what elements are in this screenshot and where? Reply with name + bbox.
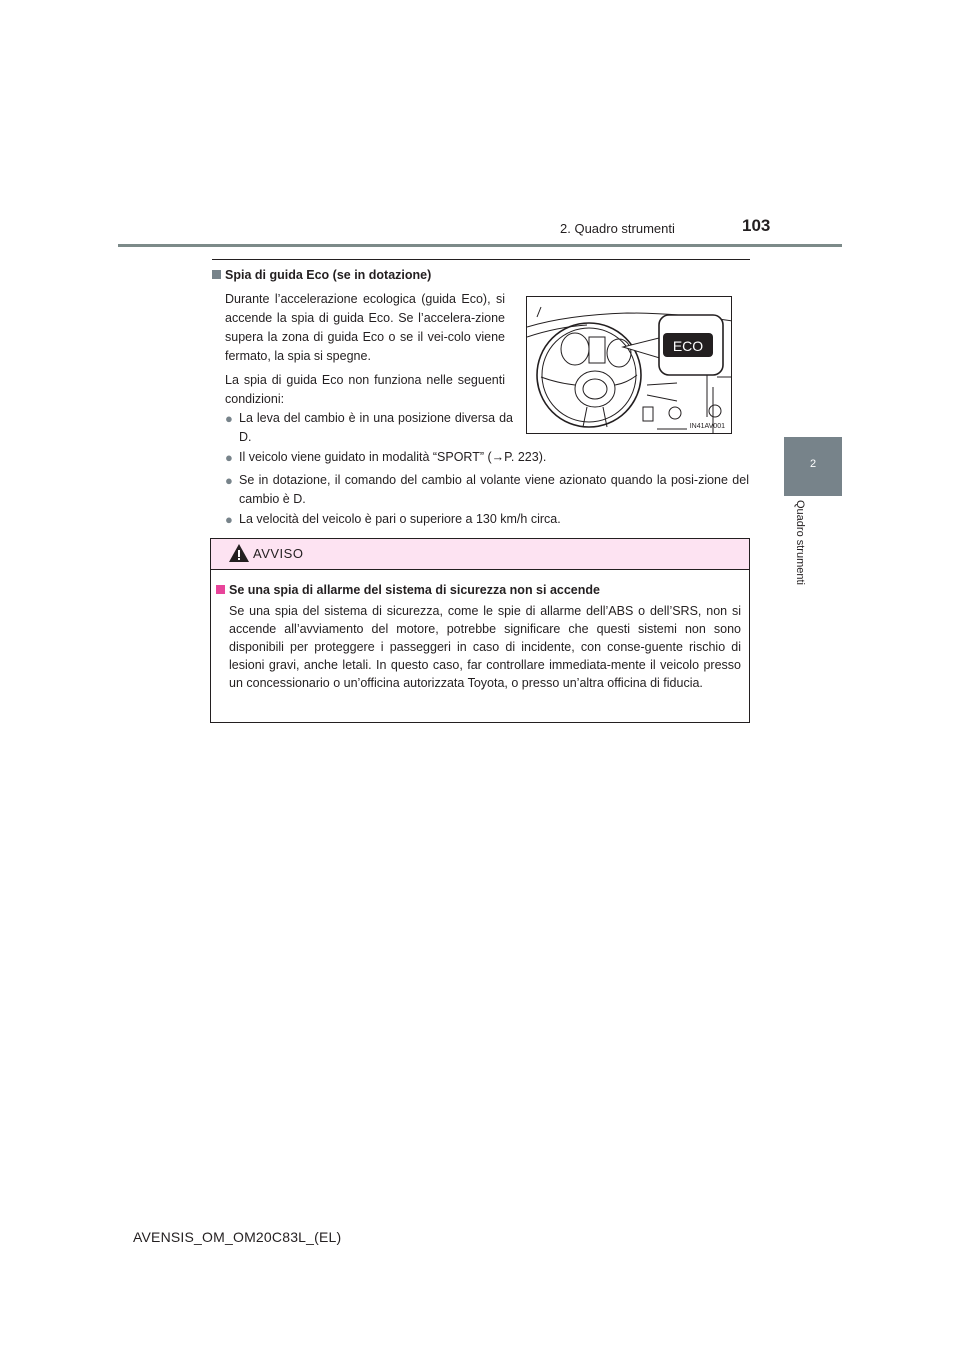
section-heading-text: Spia di guida Eco (se in dotazione) — [225, 268, 432, 282]
section-heading — [212, 268, 431, 282]
conditions-paragraph: La spia di guida Eco non funziona nelle seguenti condizioni: — [225, 373, 505, 406]
page-number: 103 — [742, 216, 771, 235]
list-item — [225, 448, 749, 467]
warning-header — [211, 539, 749, 570]
chapter-tab-number: 2 — [809, 458, 817, 470]
chapter-tab-label: Quadro strumenti — [794, 500, 806, 585]
content-top-rule — [212, 259, 750, 260]
warning-box — [210, 538, 750, 723]
bullet-dot-icon: ● — [225, 411, 233, 426]
warning-heading-text: Se una spia di allarme del sistema di sicurezza non si accende — [229, 583, 600, 597]
warning-square-icon — [216, 585, 225, 594]
warning-body: Se una spia del sistema di sicurezza, come le spie di allarme dell’ABS o dell’SRS, non si accende all’avviamento del motore, potrebbe significare che questi sistemi non sono disponibili per proteggere i passeggeri in caso di incidente, con conse-guente rischio di lesioni gravi, anche letali. In questo caso, far controllare immediata-mente il veicolo presso un concessionario o un’officina autorizzata Toyota, o presso un’altra officina di fiducia. — [229, 604, 741, 690]
warning-heading — [216, 583, 600, 597]
list-item — [225, 471, 749, 509]
heading-square-icon — [212, 270, 221, 279]
warning-triangle-icon — [228, 543, 250, 563]
warning-title: AVVISO — [253, 546, 304, 561]
header-rule — [118, 244, 842, 247]
header-section-title: 2. Quadro strumenti — [560, 221, 675, 236]
intro-paragraph: Durante l’accelerazione ecologica (guida Eco), si accende la spia di guida Eco. Se l’accelera-zione supera la zona di guida Eco o se il vei-colo viene fermato, la spia si spegne. — [225, 292, 505, 363]
footer-code: AVENSIS_OM_OM20C83L_(EL) — [133, 1229, 342, 1245]
list-item — [225, 409, 513, 447]
bullet-dot-icon: ● — [225, 473, 233, 488]
list-item-text: Il veicolo viene guidato in modalità “SPORT” (→P. 223). — [239, 450, 547, 464]
bullet-dot-icon: ● — [225, 450, 233, 465]
list-item-text: La leva del cambio è in una posizione diversa da D. — [239, 411, 513, 444]
dashboard-drawing — [527, 297, 732, 434]
chapter-tab — [784, 437, 842, 495]
eco-indicator-text: ECO — [672, 338, 704, 354]
list-item-text: Se in dotazione, il comando del cambio al volante viene azionato quando la posi-zione del cambio è D. — [239, 473, 749, 506]
eco-indicator-illustration — [526, 296, 732, 434]
list-item — [225, 510, 749, 529]
list-item-text: La velocità del veicolo è pari o superiore a 130 km/h circa. — [239, 512, 561, 526]
bullet-dot-icon: ● — [225, 512, 233, 527]
figure-code: IN41AV001 — [689, 423, 725, 430]
